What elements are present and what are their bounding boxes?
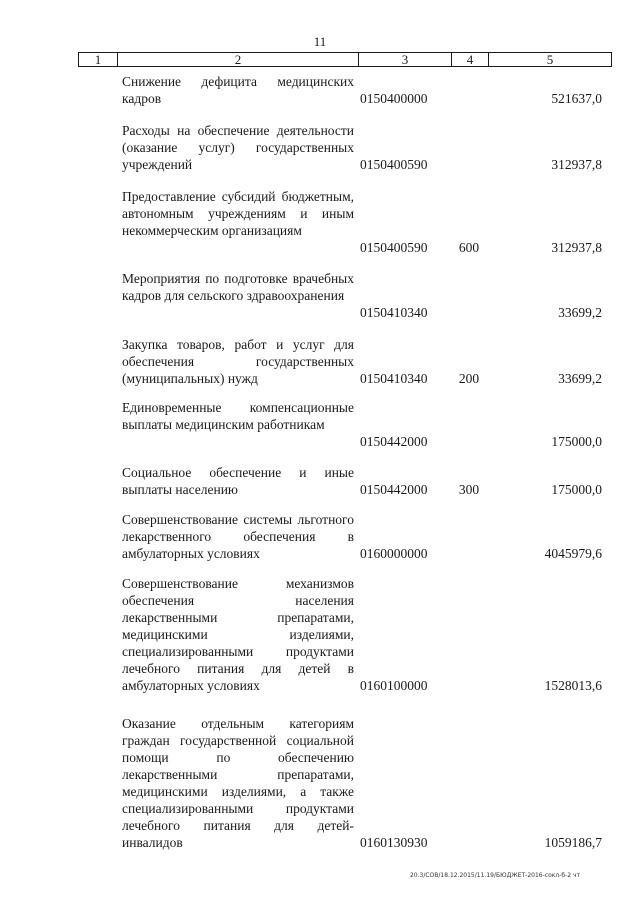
row-code: 0160100000	[360, 678, 428, 693]
row-description: Мероприятия по подготовке врачебных кадров для сельского здравоохранения	[122, 271, 354, 303]
column-header-table	[78, 52, 612, 67]
row-amount: 312937,8	[551, 157, 602, 172]
row-description: Совершенствование системы льготного лекарственного обеспечения в амбулаторных условиях	[122, 512, 354, 561]
document-footer: 20.3/СОВ/18.12.2015/11.19/БЮДЖЕТ-2016-сокл-б-2 чт	[409, 872, 580, 879]
row-amount: 33699,2	[558, 371, 602, 386]
row-description: Расходы на обеспечение деятельности (оказание услуг) государственных учреждений	[122, 123, 354, 172]
row-code: 0150400590	[360, 240, 428, 255]
row-amount: 1059186,7	[544, 835, 602, 850]
row-code: 0160130930	[360, 835, 428, 850]
row-code: 0160000000	[360, 546, 428, 561]
row-description: Снижение дефицита медицинских кадров	[122, 74, 354, 106]
row-code: 0150442000	[360, 434, 428, 449]
row-description: Социальное обеспечение и иные выплаты населению	[122, 465, 354, 497]
column-header-4: 4	[452, 53, 489, 67]
row-kvr: 200	[458, 371, 480, 386]
row-amount: 175000,0	[551, 434, 602, 449]
row-code: 0150400000	[360, 91, 428, 106]
row-description: Единовременные компенсационные выплаты медицинским работникам	[122, 400, 354, 432]
page-number: 11	[313, 34, 327, 49]
column-header-2: 2	[118, 53, 359, 67]
row-amount: 1528013,6	[544, 678, 602, 693]
row-amount: 312937,8	[551, 240, 602, 255]
row-amount: 521637,0	[551, 91, 602, 106]
row-code: 0150410340	[360, 371, 428, 386]
row-description: Совершенствование механизмов обеспечения населения лекарственными препаратами, медицинскими изделиями, специализированными продуктами лечебного питания для детей в амбулаторных условиях	[122, 576, 354, 693]
row-description: Оказание отдельным категориям граждан государственной социальной помощи по обеспечению лекарственными препаратами, медицинскими изделиями, а также специализированными продуктами лечебного питания для детей-инвалидов	[122, 716, 354, 850]
row-kvr: 300	[458, 482, 480, 497]
row-code: 0150400590	[360, 157, 428, 172]
row-kvr: 600	[458, 240, 480, 255]
row-amount: 175000,0	[551, 482, 602, 497]
row-amount: 33699,2	[558, 305, 602, 320]
row-amount: 4045979,6	[544, 546, 602, 561]
column-header-3: 3	[359, 53, 452, 67]
column-header-5: 5	[489, 53, 612, 67]
row-code: 0150410340	[360, 305, 428, 320]
row-description: Предоставление субсидий бюджетным, автономным учреждениям и иным некоммерческим организациям	[122, 189, 354, 238]
column-header-1: 1	[79, 53, 118, 67]
row-description: Закупка товаров, работ и услуг для обеспечения государственных (муниципальных) нужд	[122, 337, 354, 386]
row-code: 0150442000	[360, 482, 428, 497]
